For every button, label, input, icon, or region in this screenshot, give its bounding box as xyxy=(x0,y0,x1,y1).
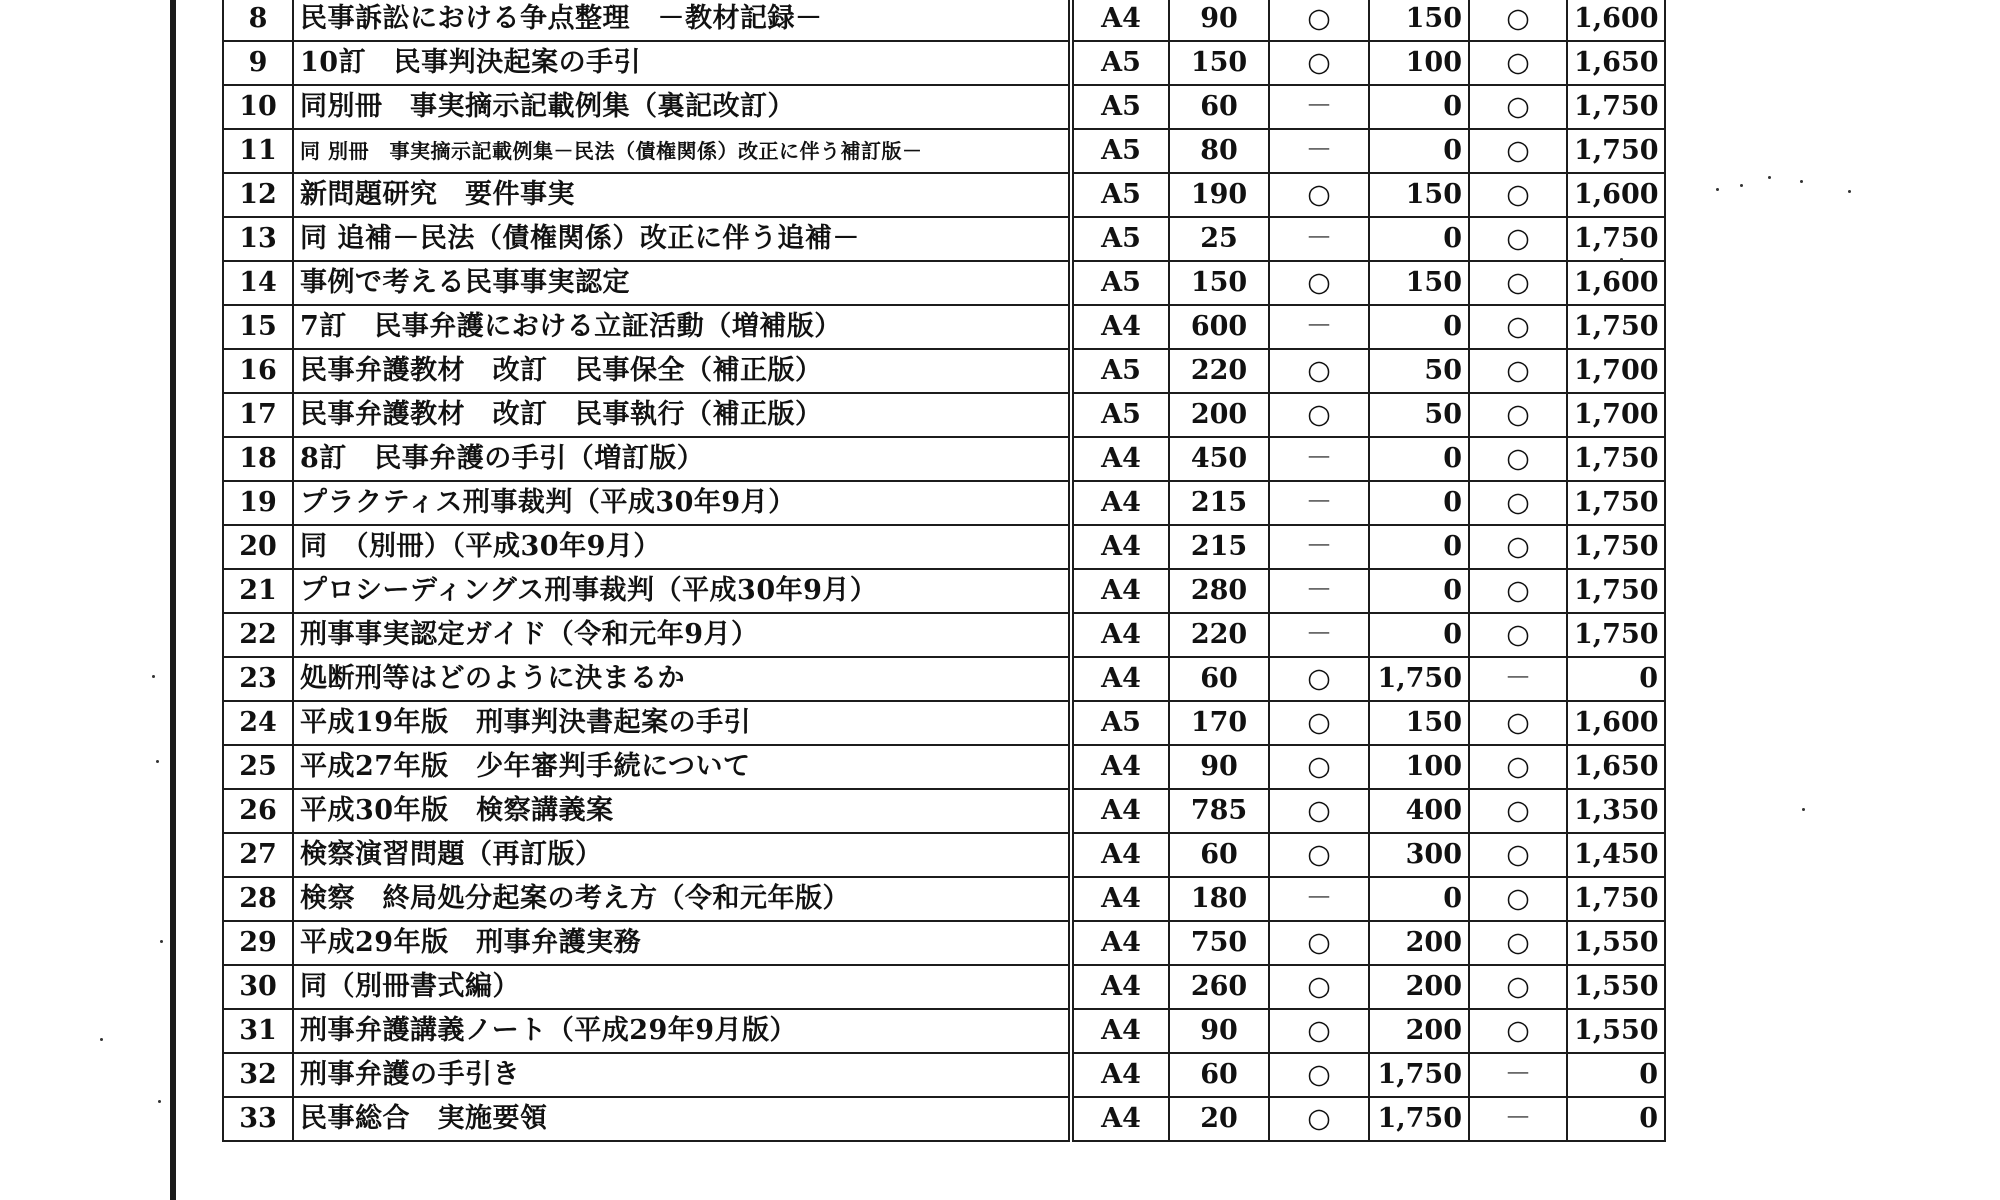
table-row xyxy=(223,613,1665,657)
title-cell: 同 追補－民法（債権関係）改正に伴う追補－ xyxy=(293,217,1071,261)
price-cell-1: 200 xyxy=(1369,965,1469,1009)
row-number-cell: 23 xyxy=(223,657,293,701)
table-row xyxy=(223,0,1665,41)
scan-speck xyxy=(1802,808,1805,811)
mark-cell-2: － xyxy=(1469,1097,1567,1141)
title-cell: 同別冊 事実摘示記載例集（裏記改訂） xyxy=(293,85,1071,129)
row-number-cell: 15 xyxy=(223,305,293,349)
mark-cell-1: ○ xyxy=(1269,261,1369,305)
table-row xyxy=(223,701,1665,745)
page-count-cell: 170 xyxy=(1169,701,1269,745)
paper-size-cell: A4 xyxy=(1071,613,1169,657)
price-cell-2: 1,650 xyxy=(1567,41,1665,85)
mark-cell-2: ○ xyxy=(1469,833,1567,877)
mark-cell-2: ○ xyxy=(1469,217,1567,261)
price-cell-1: 0 xyxy=(1369,85,1469,129)
row-number-cell: 20 xyxy=(223,525,293,569)
mark-cell-2: ○ xyxy=(1469,525,1567,569)
price-cell-2: 1,750 xyxy=(1567,129,1665,173)
paper-size-cell: A5 xyxy=(1071,41,1169,85)
row-number-cell: 33 xyxy=(223,1097,293,1141)
price-cell-1: 0 xyxy=(1369,613,1469,657)
scan-speck xyxy=(1768,176,1771,179)
mark-cell-1: － xyxy=(1269,525,1369,569)
price-cell-2: 1,550 xyxy=(1567,1009,1665,1053)
mark-cell-2: ○ xyxy=(1469,481,1567,525)
price-cell-2: 1,650 xyxy=(1567,745,1665,789)
mark-cell-1: ○ xyxy=(1269,349,1369,393)
price-cell-2: 1,750 xyxy=(1567,305,1665,349)
table-row xyxy=(223,657,1665,701)
price-cell-1: 0 xyxy=(1369,217,1469,261)
price-cell-1: 0 xyxy=(1369,877,1469,921)
price-cell-2: 1,450 xyxy=(1567,833,1665,877)
table-row xyxy=(223,129,1665,173)
mark-cell-2: ○ xyxy=(1469,0,1567,41)
paper-size-cell: A4 xyxy=(1071,437,1169,481)
mark-cell-2: ○ xyxy=(1469,261,1567,305)
mark-cell-2: ○ xyxy=(1469,349,1567,393)
table-row xyxy=(223,305,1665,349)
title-cell: 同 （別冊）（平成30年9月） xyxy=(293,525,1071,569)
title-cell: 刑事弁護講義ノート（平成29年9月版） xyxy=(293,1009,1071,1053)
row-number-cell: 16 xyxy=(223,349,293,393)
page-count-cell: 260 xyxy=(1169,965,1269,1009)
textbook-price-table xyxy=(222,0,1666,1142)
price-cell-1: 1,750 xyxy=(1369,1053,1469,1097)
price-cell-2: 1,750 xyxy=(1567,613,1665,657)
paper-size-cell: A5 xyxy=(1071,217,1169,261)
title-cell: 民事総合 実施要領 xyxy=(293,1097,1071,1141)
table-row xyxy=(223,481,1665,525)
row-number-cell: 19 xyxy=(223,481,293,525)
mark-cell-2: ○ xyxy=(1469,437,1567,481)
page-count-cell: 60 xyxy=(1169,85,1269,129)
mark-cell-1: － xyxy=(1269,437,1369,481)
price-cell-2: 1,350 xyxy=(1567,789,1665,833)
paper-size-cell: A4 xyxy=(1071,1009,1169,1053)
paper-size-cell: A4 xyxy=(1071,833,1169,877)
title-cell: 処断刑等はどのように決まるか xyxy=(293,657,1071,701)
page-count-cell: 785 xyxy=(1169,789,1269,833)
title-cell: プラクティス刑事裁判（平成30年9月） xyxy=(293,481,1071,525)
paper-size-cell: A5 xyxy=(1071,173,1169,217)
title-cell: 同（別冊書式編） xyxy=(293,965,1071,1009)
paper-size-cell: A4 xyxy=(1071,569,1169,613)
scan-speck xyxy=(160,940,163,943)
title-cell: 8訂 民事弁護の手引（増訂版） xyxy=(293,437,1071,481)
price-cell-1: 100 xyxy=(1369,41,1469,85)
table-row xyxy=(223,437,1665,481)
page-count-cell: 150 xyxy=(1169,41,1269,85)
title-cell: 民事弁護教材 改訂 民事執行（補正版） xyxy=(293,393,1071,437)
title-cell: 検察演習問題（再訂版） xyxy=(293,833,1071,877)
table-row xyxy=(223,833,1665,877)
table-row xyxy=(223,525,1665,569)
price-cell-2: 1,600 xyxy=(1567,701,1665,745)
scan-speck xyxy=(158,1100,161,1103)
row-number-cell: 21 xyxy=(223,569,293,613)
title-cell: 7訂 民事弁護における立証活動（増補版） xyxy=(293,305,1071,349)
page-count-cell: 60 xyxy=(1169,833,1269,877)
page-count-cell: 80 xyxy=(1169,129,1269,173)
paper-size-cell: A4 xyxy=(1071,877,1169,921)
page-count-cell: 750 xyxy=(1169,921,1269,965)
row-number-cell: 32 xyxy=(223,1053,293,1097)
row-number-cell: 25 xyxy=(223,745,293,789)
mark-cell-2: ○ xyxy=(1469,305,1567,349)
price-cell-1: 50 xyxy=(1369,393,1469,437)
price-cell-2: 0 xyxy=(1567,1097,1665,1141)
row-number-cell: 11 xyxy=(223,129,293,173)
mark-cell-2: ○ xyxy=(1469,921,1567,965)
price-cell-2: 0 xyxy=(1567,1053,1665,1097)
price-cell-1: 1,750 xyxy=(1369,1097,1469,1141)
page-count-cell: 60 xyxy=(1169,1053,1269,1097)
mark-cell-1: － xyxy=(1269,613,1369,657)
paper-size-cell: A4 xyxy=(1071,1053,1169,1097)
paper-size-cell: A5 xyxy=(1071,85,1169,129)
paper-size-cell: A5 xyxy=(1071,261,1169,305)
title-cell: 刑事弁護の手引き xyxy=(293,1053,1071,1097)
paper-size-cell: A4 xyxy=(1071,481,1169,525)
page-count-cell: 215 xyxy=(1169,481,1269,525)
row-number-cell: 31 xyxy=(223,1009,293,1053)
table-row xyxy=(223,173,1665,217)
table-row xyxy=(223,261,1665,305)
mark-cell-1: － xyxy=(1269,569,1369,613)
paper-size-cell: A4 xyxy=(1071,525,1169,569)
mark-cell-1: － xyxy=(1269,877,1369,921)
row-number-cell: 28 xyxy=(223,877,293,921)
mark-cell-2: ○ xyxy=(1469,789,1567,833)
mark-cell-1: － xyxy=(1269,305,1369,349)
price-cell-1: 150 xyxy=(1369,261,1469,305)
price-cell-2: 0 xyxy=(1567,657,1665,701)
title-cell: 同 別冊 事実摘示記載例集－民法（債権関係）改正に伴う補訂版－ xyxy=(293,129,1071,173)
page-count-cell: 220 xyxy=(1169,349,1269,393)
mark-cell-1: ○ xyxy=(1269,833,1369,877)
page-count-cell: 215 xyxy=(1169,525,1269,569)
title-cell: 平成19年版 刑事判決書起案の手引 xyxy=(293,701,1071,745)
mark-cell-1: ○ xyxy=(1269,0,1369,41)
table-row xyxy=(223,877,1665,921)
table-row xyxy=(223,393,1665,437)
price-cell-1: 1,750 xyxy=(1369,657,1469,701)
row-number-cell: 18 xyxy=(223,437,293,481)
price-cell-2: 1,550 xyxy=(1567,965,1665,1009)
row-number-cell: 13 xyxy=(223,217,293,261)
page-count-cell: 90 xyxy=(1169,0,1269,41)
paper-size-cell: A4 xyxy=(1071,305,1169,349)
price-cell-1: 200 xyxy=(1369,1009,1469,1053)
scan-speck xyxy=(1800,180,1803,183)
row-number-cell: 8 xyxy=(223,0,293,41)
page-count-cell: 280 xyxy=(1169,569,1269,613)
page-count-cell: 90 xyxy=(1169,1009,1269,1053)
row-number-cell: 17 xyxy=(223,393,293,437)
price-cell-2: 1,550 xyxy=(1567,921,1665,965)
mark-cell-1: ○ xyxy=(1269,921,1369,965)
price-cell-1: 0 xyxy=(1369,525,1469,569)
title-cell: 刑事事実認定ガイド（令和元年9月） xyxy=(293,613,1071,657)
table-row xyxy=(223,745,1665,789)
mark-cell-2: ○ xyxy=(1469,745,1567,789)
page-count-cell: 190 xyxy=(1169,173,1269,217)
table-row xyxy=(223,1097,1665,1141)
title-cell: プロシーディングス刑事裁判（平成30年9月） xyxy=(293,569,1071,613)
row-number-cell: 22 xyxy=(223,613,293,657)
price-cell-1: 50 xyxy=(1369,349,1469,393)
mark-cell-1: － xyxy=(1269,85,1369,129)
price-cell-2: 1,750 xyxy=(1567,525,1665,569)
mark-cell-2: ○ xyxy=(1469,41,1567,85)
row-number-cell: 27 xyxy=(223,833,293,877)
row-number-cell: 12 xyxy=(223,173,293,217)
mark-cell-1: ○ xyxy=(1269,1009,1369,1053)
mark-cell-1: ○ xyxy=(1269,1053,1369,1097)
row-number-cell: 9 xyxy=(223,41,293,85)
price-cell-2: 1,750 xyxy=(1567,569,1665,613)
price-cell-1: 0 xyxy=(1369,437,1469,481)
mark-cell-2: － xyxy=(1469,657,1567,701)
page-count-cell: 200 xyxy=(1169,393,1269,437)
mark-cell-1: ○ xyxy=(1269,657,1369,701)
mark-cell-1: － xyxy=(1269,129,1369,173)
mark-cell-2: ○ xyxy=(1469,569,1567,613)
row-number-cell: 14 xyxy=(223,261,293,305)
scan-speck xyxy=(1740,184,1743,187)
paper-size-cell: A4 xyxy=(1071,745,1169,789)
paper-size-cell: A4 xyxy=(1071,0,1169,41)
row-number-cell: 30 xyxy=(223,965,293,1009)
scan-speck xyxy=(100,1038,103,1041)
table-row xyxy=(223,569,1665,613)
table-row xyxy=(223,789,1665,833)
price-cell-1: 300 xyxy=(1369,833,1469,877)
paper-size-cell: A4 xyxy=(1071,921,1169,965)
price-cell-1: 400 xyxy=(1369,789,1469,833)
title-cell: 検察 終局処分起案の考え方（令和元年版） xyxy=(293,877,1071,921)
page-count-cell: 60 xyxy=(1169,657,1269,701)
mark-cell-2: ○ xyxy=(1469,173,1567,217)
mark-cell-1: － xyxy=(1269,481,1369,525)
mark-cell-1: ○ xyxy=(1269,701,1369,745)
mark-cell-2: ○ xyxy=(1469,965,1567,1009)
scan-speck xyxy=(1848,190,1851,193)
row-number-cell: 29 xyxy=(223,921,293,965)
mark-cell-2: ○ xyxy=(1469,129,1567,173)
price-cell-1: 0 xyxy=(1369,481,1469,525)
scan-speck xyxy=(152,675,155,678)
mark-cell-2: ○ xyxy=(1469,701,1567,745)
price-cell-2: 1,700 xyxy=(1567,393,1665,437)
title-cell: 平成27年版 少年審判手続について xyxy=(293,745,1071,789)
page-count-cell: 180 xyxy=(1169,877,1269,921)
paper-size-cell: A4 xyxy=(1071,1097,1169,1141)
paper-size-cell: A5 xyxy=(1071,393,1169,437)
price-cell-1: 150 xyxy=(1369,173,1469,217)
price-cell-2: 1,750 xyxy=(1567,877,1665,921)
title-cell: 民事弁護教材 改訂 民事保全（補正版） xyxy=(293,349,1071,393)
table-row xyxy=(223,965,1665,1009)
price-cell-2: 1,750 xyxy=(1567,481,1665,525)
title-cell: 新問題研究 要件事実 xyxy=(293,173,1071,217)
mark-cell-1: ○ xyxy=(1269,41,1369,85)
mark-cell-2: ○ xyxy=(1469,1009,1567,1053)
binding-edge-rule xyxy=(170,0,176,1200)
paper-size-cell: A5 xyxy=(1071,701,1169,745)
row-number-cell: 10 xyxy=(223,85,293,129)
row-number-cell: 24 xyxy=(223,701,293,745)
mark-cell-1: ○ xyxy=(1269,393,1369,437)
mark-cell-1: ○ xyxy=(1269,965,1369,1009)
row-number-cell: 26 xyxy=(223,789,293,833)
table-body xyxy=(223,0,1665,1141)
page-count-cell: 600 xyxy=(1169,305,1269,349)
table-row xyxy=(223,217,1665,261)
price-cell-2: 1,600 xyxy=(1567,0,1665,41)
mark-cell-2: － xyxy=(1469,1053,1567,1097)
paper-size-cell: A4 xyxy=(1071,789,1169,833)
mark-cell-2: ○ xyxy=(1469,877,1567,921)
paper-size-cell: A4 xyxy=(1071,657,1169,701)
table-row xyxy=(223,85,1665,129)
mark-cell-2: ○ xyxy=(1469,85,1567,129)
price-cell-2: 1,750 xyxy=(1567,217,1665,261)
price-cell-2: 1,750 xyxy=(1567,85,1665,129)
price-cell-1: 150 xyxy=(1369,0,1469,41)
scan-speck xyxy=(1620,258,1623,261)
scan-speck xyxy=(1716,188,1719,191)
mark-cell-1: － xyxy=(1269,217,1369,261)
title-cell: 事例で考える民事事実認定 xyxy=(293,261,1071,305)
price-cell-1: 150 xyxy=(1369,701,1469,745)
page-count-cell: 90 xyxy=(1169,745,1269,789)
title-cell: 平成30年版 検察講義案 xyxy=(293,789,1071,833)
paper-size-cell: A5 xyxy=(1071,129,1169,173)
title-cell: 平成29年版 刑事弁護実務 xyxy=(293,921,1071,965)
price-cell-1: 200 xyxy=(1369,921,1469,965)
mark-cell-1: ○ xyxy=(1269,1097,1369,1141)
mark-cell-1: ○ xyxy=(1269,789,1369,833)
table-row xyxy=(223,1053,1665,1097)
title-cell: 民事訴訟における争点整理 －教材記録－ xyxy=(293,0,1071,41)
mark-cell-1: ○ xyxy=(1269,173,1369,217)
page-count-cell: 450 xyxy=(1169,437,1269,481)
table-row xyxy=(223,921,1665,965)
scan-speck xyxy=(156,760,159,763)
paper-size-cell: A4 xyxy=(1071,965,1169,1009)
paper-size-cell: A5 xyxy=(1071,349,1169,393)
mark-cell-2: ○ xyxy=(1469,613,1567,657)
title-cell: 10訂 民事判決起案の手引 xyxy=(293,41,1071,85)
page-count-cell: 20 xyxy=(1169,1097,1269,1141)
price-cell-2: 1,750 xyxy=(1567,437,1665,481)
table-row xyxy=(223,41,1665,85)
price-cell-2: 1,600 xyxy=(1567,173,1665,217)
table-row xyxy=(223,1009,1665,1053)
page-count-cell: 150 xyxy=(1169,261,1269,305)
price-cell-1: 0 xyxy=(1369,569,1469,613)
price-cell-1: 0 xyxy=(1369,305,1469,349)
price-cell-1: 100 xyxy=(1369,745,1469,789)
price-cell-2: 1,700 xyxy=(1567,349,1665,393)
page-count-cell: 220 xyxy=(1169,613,1269,657)
mark-cell-2: ○ xyxy=(1469,393,1567,437)
page-count-cell: 25 xyxy=(1169,217,1269,261)
mark-cell-1: ○ xyxy=(1269,745,1369,789)
table-row xyxy=(223,349,1665,393)
price-cell-1: 0 xyxy=(1369,129,1469,173)
price-cell-2: 1,600 xyxy=(1567,261,1665,305)
